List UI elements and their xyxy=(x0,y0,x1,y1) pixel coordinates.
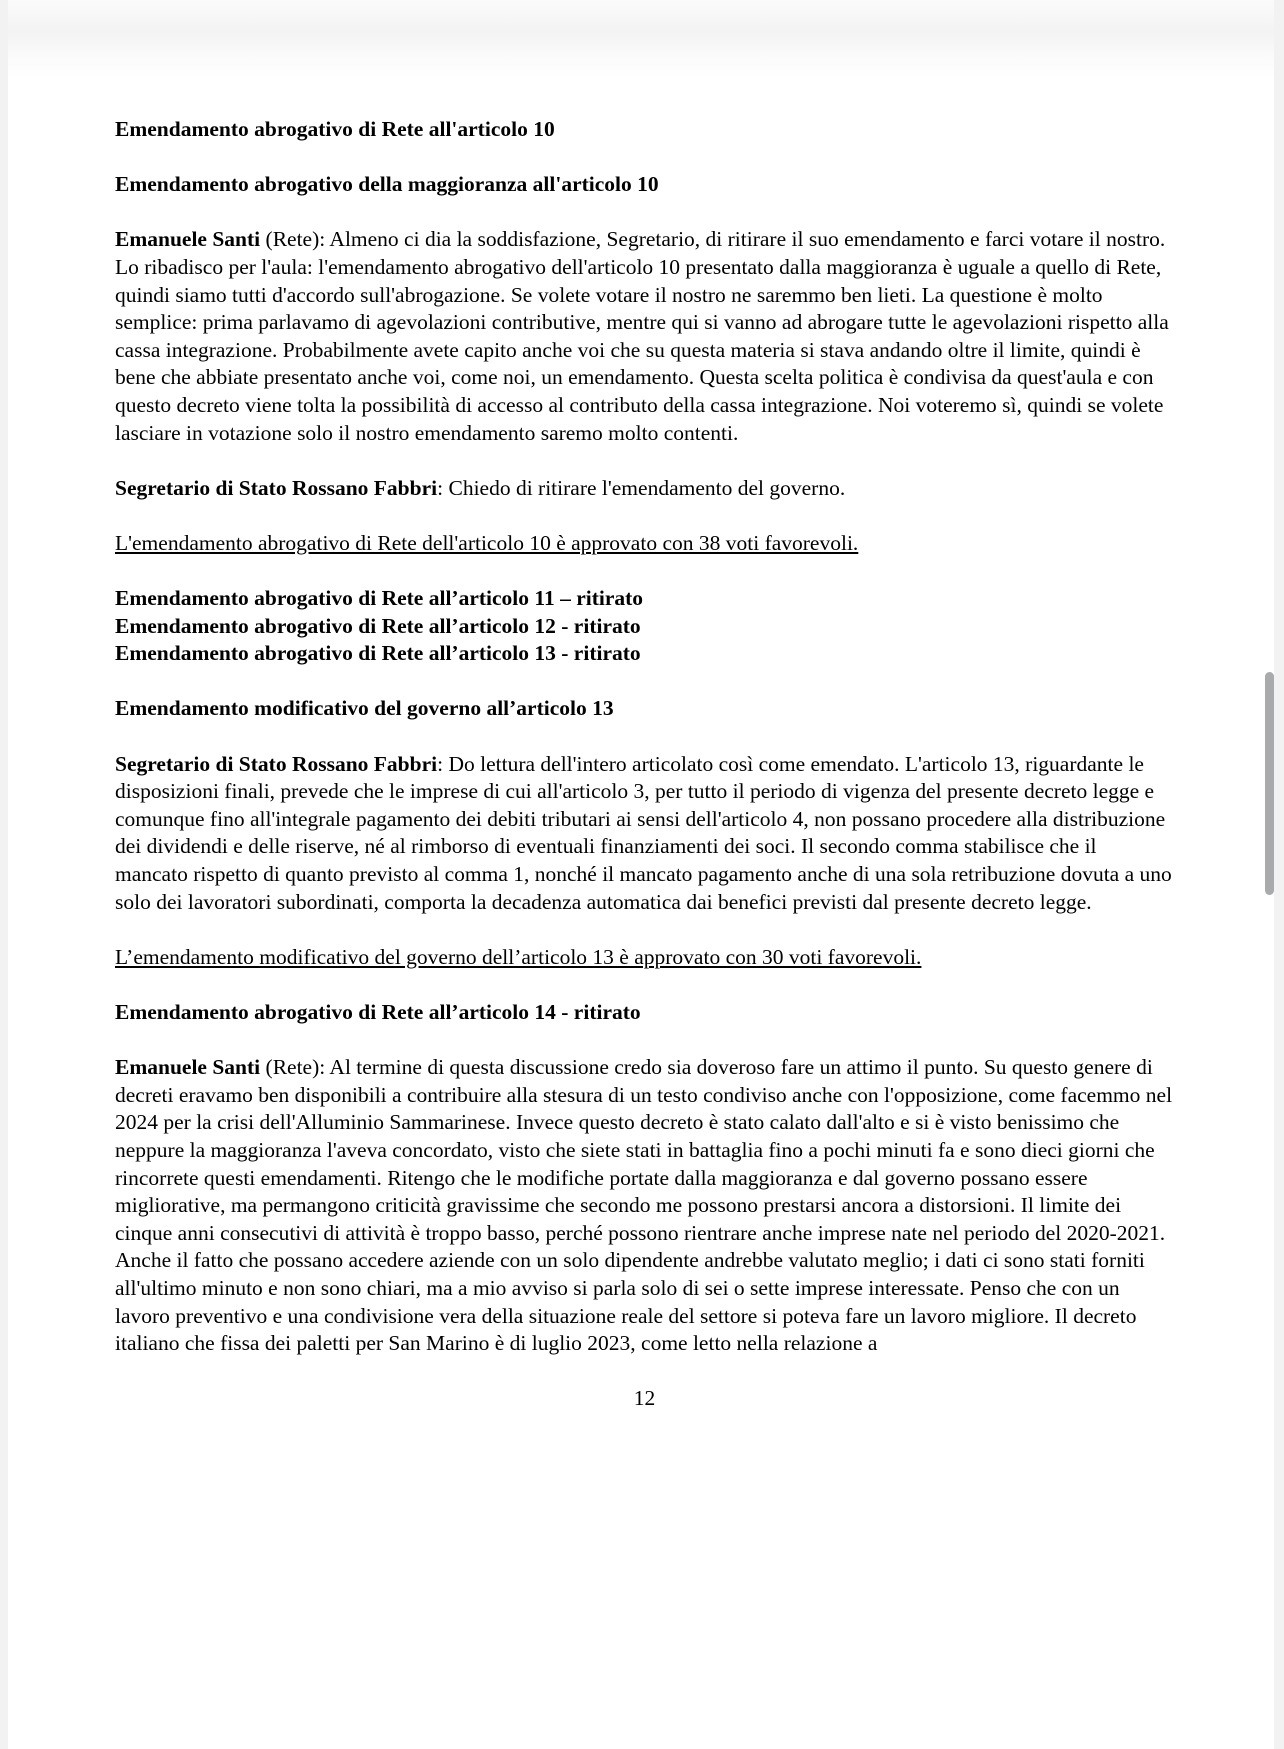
speech-text: (Rete): Almeno ci dia la soddisfazione, Segretario, di ritirare il suo emendamento e farci votare il nostro. Lo ribadisco per l'aula: l'emendamento abrogativo dell'articolo 10 presentato dalla maggioranza è uguale a quello di Rete, quindi siamo tutti d'accordo sull'abrogazione. Se volete votare il nostro ne saremmo ben lieti. La questione è molto semplice: prima parlavamo di agevolazioni contributive, mentre qui si vanno ad abrogare tutte le agevolazioni rispetto alla cassa integrazione. Probabilmente avete capito anche voi che su questa materia si stava andando oltre il limite, quindi è bene che abbiate presentato anche voi, come noi, un emendamento. Questa scelta politica è condivisa da quest'aula e con questo decreto viene tolta la possibilità di accesso al contributo della cassa integrazione. Noi voteremo sì, quindi se volete lasciare in votazione solo il nostro emendamento saremo molto contenti. xyxy=(115,227,1169,445)
amendment-heading-art11-ritirato: Emendamento abrogativo di Rete all’articolo 11 – ritirato xyxy=(115,586,644,611)
speaker-name: Emanuele Santi xyxy=(115,227,261,252)
scrollbar-thumb[interactable] xyxy=(1265,672,1274,895)
amendment-heading-art10-maggioranza: Emendamento abrogativo della maggioranza all'articolo 10 xyxy=(115,172,659,197)
speech-paragraph-fabbri-1 xyxy=(115,475,1174,503)
speech-text: : Do lettura dell'intero articolato così come emendato. L'articolo 13, riguardante le disposizioni finali, prevede che le imprese di cui all'articolo 3, per tutto il periodo di vigenza del presente decreto legge e comunque fino all'integrale pagamento dei debiti tributari ai sensi dell'articolo 4, non possano procedere alla distribuzione dei dividendi e delle riserve, né al rimborso di eventuali finanziamenti dei soci. Il secondo comma stabilisce che il mancato rispetto di quanto previsto al comma 1, nonché il mancato pagamento anche di una sola retribuzione dovuta a uno solo dei lavoratori subordinati, comporta la decadenza automatica dai benefici previsti dal presente decreto legge. xyxy=(115,751,1172,914)
page-number: 12 xyxy=(633,1386,656,1411)
speaker-name: Emanuele Santi xyxy=(115,1055,261,1080)
document-page xyxy=(8,0,1274,1749)
amendment-heading-art14-ritirato: Emendamento abrogativo di Rete all’articolo 14 - ritirato xyxy=(115,1000,641,1024)
speech-paragraph-santi-2 xyxy=(115,1054,1174,1358)
amendment-heading-art12-ritirato: Emendamento abrogativo di Rete all’articolo 12 - ritirato xyxy=(115,613,641,638)
speaker-name: Segretario di Stato Rossano Fabbri xyxy=(115,751,438,776)
speech-text: : Chiedo di ritirare l'emendamento del governo. xyxy=(437,475,846,500)
speech-paragraph-fabbri-2 xyxy=(115,751,1174,917)
withdrawn-amendments-group xyxy=(115,585,1174,668)
scrollbar-track[interactable] xyxy=(1274,0,1284,1749)
amendment-heading-art10-rete: Emendamento abrogativo di Rete all'articolo 10 xyxy=(115,117,555,141)
vote-result-art13: L’emendamento modificativo del governo dell’articolo 13 è approvato con 30 voti favorevoli. xyxy=(115,944,922,969)
speech-paragraph-santi-1 xyxy=(115,226,1174,447)
amendment-heading-art13-ritirato: Emendamento abrogativo di Rete all’articolo 13 - ritirato xyxy=(115,641,641,666)
vote-result-art10: L'emendamento abrogativo di Rete dell'articolo 10 è approvato con 38 voti favorevoli. xyxy=(115,530,859,555)
speech-text: (Rete): Al termine di questa discussione credo sia doveroso fare un attimo il punto. Su questo genere di decreti eravamo ben disponibili a contribuire alla stesura di un testo condiviso anche con l'opposizione, come facemmo nel 2024 per la crisi dell'Alluminio Sammarinese. Invece questo decreto è stato calato dall'alto e si è visto benissimo che neppure la maggioranza l'aveva concordato, visto che siete stati in battaglia fino a pochi minuti fa e sono dieci giorni che rincorrete questi emendamenti. Ritengo che le modifiche portate dalla maggioranza e dal governo possano essere migliorative, ma permangono criticità gravissime che secondo me possono prestarsi ancora a distorsioni. Il limite dei cinque anni consecutivi di attività è troppo basso, perché possono rientrare anche imprese nate nel periodo del 2020-2021. Anche il fatto che possano accedere aziende con un solo dipendente andrebbe valutato meglio; i dati ci sono stati forniti all'ultimo minuto e non sono chiari, ma a mio avviso si parla solo di sei o sette imprese interessate. Penso che con un lavoro preventivo e una condivisione vera della situazione reale del settore si poteva fare un lavoro migliore. Il decreto italiano che fissa dei paletti per San Marino è di luglio 2023, come letto nella relazione a xyxy=(115,1055,1173,1356)
speaker-name: Segretario di Stato Rossano Fabbri xyxy=(115,475,438,500)
page-content xyxy=(8,0,1274,1413)
amendment-heading-art13-governo: Emendamento modificativo del governo all’articolo 13 xyxy=(115,696,614,721)
